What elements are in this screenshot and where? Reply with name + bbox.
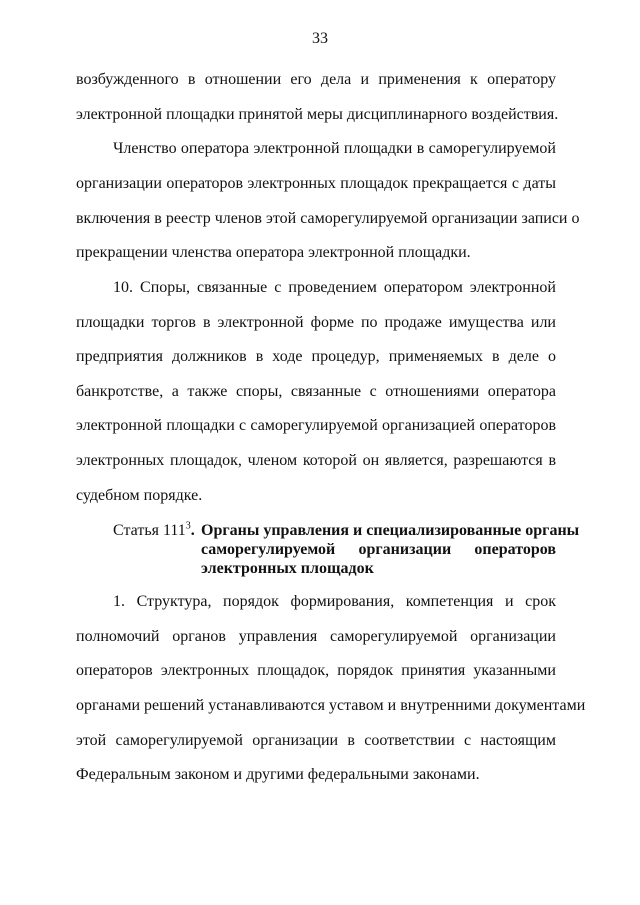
text-line: предприятия должников в ходе процедур, применяемых в деле о: [76, 348, 556, 365]
text-line: органами решений устанавливаются уставом и внутренними документами: [76, 697, 586, 714]
text-line: 1. Структура, порядок формирования, компетенция и срок: [113, 593, 556, 610]
article-title-line: Органы управления и специализированные органы: [201, 522, 580, 539]
article-label-suffix: .: [190, 522, 195, 539]
text-line: Федеральным законом и другими федеральными законами.: [76, 766, 480, 783]
text-line: организации операторов электронных площадок прекращается с даты: [76, 175, 556, 192]
article-title-line: электронных площадок: [201, 560, 374, 577]
article-title-line: саморегулируемой организации операторов: [201, 541, 556, 558]
text-line: полномочий органов управления саморегулируемой организации: [76, 628, 556, 645]
text-line: банкротстве, а также споры, связанные с отношениями оператора: [76, 383, 556, 400]
text-line: этой саморегулируемой организации в соответствии с настоящим: [76, 732, 556, 749]
text-line: судебном порядке.: [76, 487, 203, 504]
text-line: площадки торгов в электронной форме по продаже имущества или: [76, 314, 556, 331]
text-line: электронной площадки с саморегулируемой организацией операторов: [76, 417, 556, 434]
text-line: включения в реестр членов этой саморегулируемой организации записи о: [76, 210, 580, 227]
text-line: операторов электронных площадок, порядок принятия указанными: [76, 662, 556, 679]
text-line: прекращении членства оператора электронной площадки.: [76, 244, 471, 261]
text-line: электронных площадок, членом которой он является, разрешаются в: [76, 452, 556, 469]
text-line: 10. Споры, связанные с проведением оператором электронной: [113, 279, 556, 296]
text-line: Членство оператора электронной площадки в саморегулируемой: [113, 140, 556, 157]
article-label: Статья 111: [113, 522, 186, 539]
text-line: возбужденного в отношении его дела и применения к оператору: [76, 71, 556, 88]
article-superscript: 3: [185, 520, 191, 532]
article-heading-label: [113, 521, 195, 541]
page-number: 33: [312, 30, 328, 47]
text-line: электронной площадки принятой меры дисциплинарного воздействия.: [76, 106, 559, 123]
